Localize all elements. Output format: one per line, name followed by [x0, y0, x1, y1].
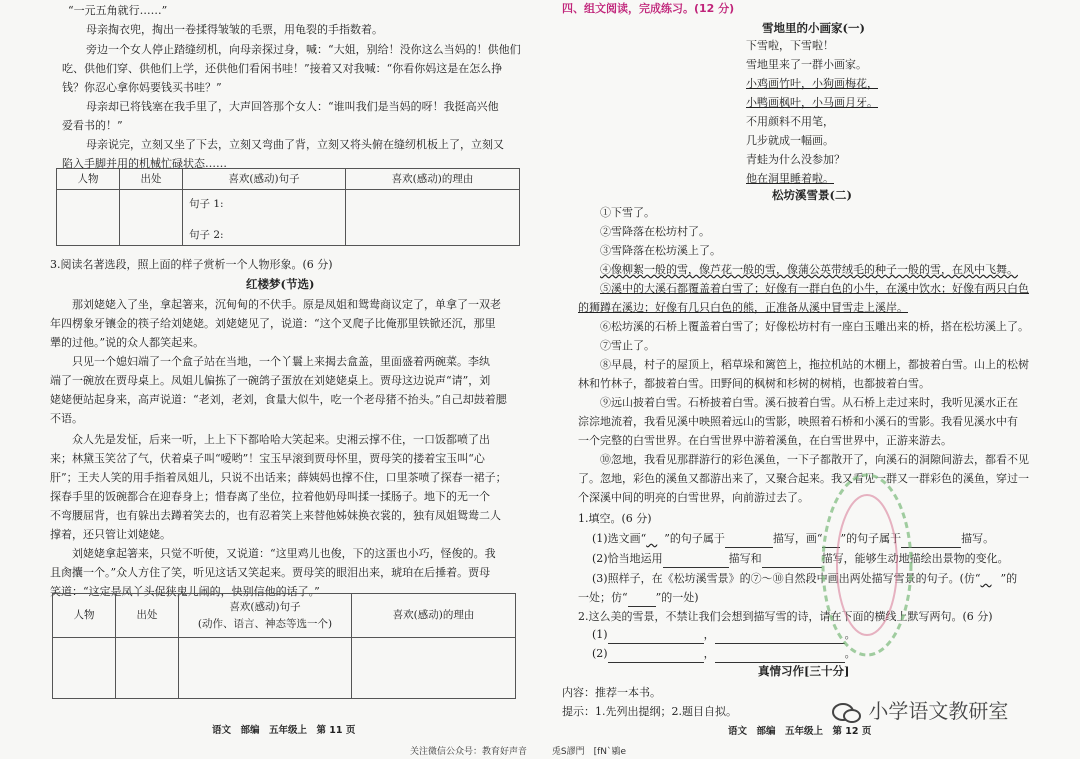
line-number: (1) — [592, 628, 608, 641]
text-line: 个深溪中间的明亮的白雪世界，向前游过去了。 — [578, 491, 809, 504]
table-cell[interactable] — [183, 190, 346, 246]
stamp-decoration — [802, 470, 932, 670]
text-line: ⑧早晨，村子的屋顶上，稻草垛和篱笆上，拖拉机站的木棚上，都披着白雪。山上的松树 — [600, 358, 1029, 371]
table-cell[interactable] — [57, 190, 120, 246]
question-2-line-2: (2) ， 。 — [592, 645, 856, 663]
question-text: 描写和 — [728, 552, 762, 565]
text-line: 来；林黛玉笑岔了气，伏着桌子叫“嗳哟”！宝玉早滚到贾母怀里，贾母笑的搂着宝玉叫“心 — [50, 452, 485, 465]
question-2: 2.这么美的雪景，不禁让我们会想到描写雪的诗，请在下面的横线上默写两句。(6 分) — [578, 610, 993, 623]
question-text: 一处；仿“ — [578, 591, 628, 604]
sentence-label: 句子 2: — [189, 228, 224, 241]
wechat-icon — [832, 701, 862, 725]
text-line: ④像柳絮一般的雪，像芦花一般的雪，像蒲公英带绒毛的种子一般的雪，在风中飞舞。 — [600, 263, 1018, 276]
line-number: (2) — [592, 647, 608, 660]
writing-hint: 提示：1.先列出提纲；2.题目自拟。 — [562, 705, 737, 718]
text-line: 犟的过他。”说的众人都笑起来。 — [50, 336, 205, 349]
answer-blank[interactable] — [725, 530, 773, 548]
poem-title: 雪地里的小画家(一) — [762, 21, 865, 35]
text-line: 撑着，还只管让刘姥姥。 — [50, 528, 171, 541]
text-line: 母亲却已将钱塞在我手里了，大声回答那个女人：“谁叫我们是当妈的呀！我挺高兴他 — [86, 100, 499, 113]
text-line: 陷入手脚并用的机械忙碌状态…… — [62, 157, 227, 170]
text-line: 林和竹林子，都披着白雪。田野间的枫树和杉树的树梢，也都披着白雪。 — [578, 377, 930, 390]
text-line: 刘姥姥拿起箸来，只觉不听使，又说道：“这里鸡儿也俊，下的这蛋也小巧，怪俊的。我 — [72, 547, 496, 560]
table-header: 喜欢(感动)的理由 — [346, 169, 520, 190]
poem-line: 小鸭画枫叶，小马画月牙。 — [746, 96, 878, 109]
analysis-table-1 — [56, 168, 520, 246]
question-1: 1.填空。(6 分) — [578, 512, 652, 525]
table-header: 喜欢(感动)句子 — [229, 601, 301, 614]
poem-line: 青蛙为什么没参加？ — [746, 153, 845, 166]
bottom-note — [410, 744, 626, 757]
text-line: 爱看书的！” — [62, 119, 123, 132]
watermark-text: 小学语文教研室 — [868, 699, 1009, 723]
answer-line[interactable] — [608, 626, 704, 644]
question-1b — [592, 550, 1009, 568]
section-heading: 四、组文阅读，完成练习。(12 分) — [562, 2, 735, 15]
question-text: 描写，画“ — [772, 532, 823, 545]
text-line: ⑤溪中的大溪石都覆盖着白雪了；好像有一群白色的小牛，在溪中饮水；好像有两只白色 — [600, 282, 1029, 295]
question-text: (1)选文画“ — [592, 532, 647, 545]
question-text: 描写。 — [961, 532, 995, 545]
text-line: ③雪降落在松坊溪上了。 — [600, 244, 721, 257]
text-line: 不弯腰屈背，也有躲出去蹲着笑去的，也有忍着笑上来替他姊妹换衣裳的，独有凤姐鸳鸯二人 — [50, 509, 501, 522]
table-cell[interactable] — [179, 638, 352, 699]
text-line: 姥姥便站起身来，高声说道：“老刘，老刘，食量大似牛，吃一个老母猪不抬头。”自己却鼓着腮 — [50, 393, 507, 406]
text-line: ⑥松坊溪的石桥上覆盖着白雪了；好像松坊村有一座白玉雕出来的桥，搭在松坊溪上了。 — [600, 320, 1029, 333]
table-header: 出处 — [116, 594, 179, 638]
passage-title: 红楼梦(节选) — [246, 277, 315, 291]
writing-title: 真情习作[三十分] — [758, 664, 850, 678]
page-footer: 语文 部编 五年级上 第 11 页 — [212, 725, 356, 736]
page-footer: 语文 部编 五年级上 第 12 页 — [728, 726, 872, 737]
question-text: (2)恰当地运用 — [592, 552, 663, 565]
text-line: 端了一碗放在贾母桌上。凤姐儿偏拣了一碗鸽子蛋放在刘姥姥桌上。贾母这边说声“请”，刘 — [50, 374, 491, 387]
poem-line: 雪地里来了一群小画家。 — [746, 58, 867, 71]
text-line: 的狮蹲在溪边；好像有几只白色的熊，正准备从溪中冒雪走上溪岸。 — [578, 301, 908, 314]
question-text: ”的句子属于 — [664, 532, 725, 545]
question-3: 3.阅读名著选段，照上面的样子赏析一个人物形象。(6 分) — [50, 258, 333, 271]
text-line: 一个完整的白雪世界。在白雪世界中游着溪鱼，在白雪世界中，正游来游去。 — [578, 434, 952, 447]
text-line: 母亲掏衣兜，掏出一卷揉得皱皱的毛票，用龟裂的手指数着。 — [86, 23, 383, 36]
text-line: ①下雪了。 — [600, 206, 655, 219]
poem-line: 小鸡画竹叶，小狗画梅花， — [746, 77, 878, 90]
text-line: 旁边一个女人停止踏缝纫机，向母亲探过身，喊：“大姐，别给！没你这么当妈的！供他们 — [86, 43, 521, 56]
text-line: 了。忽地，彩色的溪鱼又都游出来了，又聚合起来。我又看见一群又一群彩色的溪鱼，穿过一 — [578, 472, 1029, 485]
text-line: 众人先是发怔，后来一听，上上下下都哈哈大笑起来。史湘云撑不住，一口饭都喷了出 — [72, 433, 490, 446]
text-line: 只见一个媳妇端了一个盒子站在当地，一个丫鬟上来揭去盒盖，里面盛着两碗菜。李纨 — [72, 355, 490, 368]
text-line: 那刘姥姥入了坐，拿起箸来，沉甸甸的不伏手。原是凤姐和鸳鸯商议定了，单拿了一双老 — [72, 298, 501, 311]
question-text: ”的 — [1000, 572, 1018, 585]
table-cell[interactable] — [352, 638, 516, 699]
question-2-line-1: (1) ， 。 — [592, 626, 856, 644]
table-header: 出处 — [120, 169, 183, 190]
question-text: (3)照样子，在《松坊溪雪景》的⑦～⑩自然段中画出两处描写雪景的句子。(仿“ — [592, 572, 981, 585]
table-header: 人物 — [53, 594, 116, 638]
question-1c-cont — [578, 589, 699, 607]
text-line: “一元五角就行……” — [68, 4, 168, 17]
text-line: ⑦雪止了。 — [600, 339, 655, 352]
table-header: 人物 — [57, 169, 120, 190]
text-line: ②雪降落在松坊村了。 — [600, 225, 710, 238]
text-line: 吃、供他们穿、供他们上学，还供他们看闲书哇！”接着又对我喊：“你看你妈这是在怎么挣 — [62, 62, 503, 75]
watermark — [832, 696, 1008, 727]
answer-blank[interactable] — [663, 550, 729, 568]
bottom-note-text: 兎S謬門 [fN`鶍e — [551, 747, 627, 757]
text-line: 淙淙地流着，我看见溪中映照着远山的雪影，映照着石桥和小溪石的雪影。我看见溪水中有 — [578, 415, 1018, 428]
text-line: ⑨远山披着白雪。石桥披着白雪。溪石披着白雪。从石桥上走过来时，我听见溪水正在 — [600, 396, 1018, 409]
table-header: 喜欢(感动)的理由 — [352, 594, 516, 638]
poem-line: 几步就成一幅画。 — [746, 134, 834, 147]
right-page — [540, 0, 1080, 759]
text-line: 探春手里的饭碗都合在迎春身上；惜春离了坐位，拉着他奶母叫揉一揉肠子。地下的无一个 — [50, 490, 490, 503]
poem-line: 不用颜料不用笔， — [746, 115, 834, 128]
text-line: 年四楞象牙镶金的筷子给刘姥姥。刘姥姥见了，说道：“这个叉爬子比俺那里铁锨还沉，那里 — [50, 317, 496, 330]
answer-blank — [628, 589, 656, 607]
bottom-note-text: 关注微信公众号：教育好声音 — [410, 747, 528, 757]
answer-line[interactable] — [608, 645, 704, 663]
table-cell[interactable] — [53, 638, 116, 699]
text-line: 钱？你忍心拿你妈要钱买书哇？” — [62, 81, 222, 94]
prose-title: 松坊溪雪景(二) — [772, 188, 852, 202]
question-text: ”的一处) — [655, 591, 699, 604]
text-line: 且肏攮一个。”众人方住了笑，听见这话又笑起来。贾母笑的眼泪出来，琥珀在后捶着。贾母 — [50, 566, 491, 579]
table-cell[interactable] — [346, 190, 520, 246]
text-line: 笑道：“这定是凤丫头促狭鬼儿闹的，快别信他的话了。” — [50, 585, 320, 598]
poem-line: 下雪啦，下雪啦！ — [746, 39, 834, 52]
table-cell[interactable] — [116, 638, 179, 699]
text-line: ⑩忽地，我看见那群游行的彩色溪鱼，一下子都散开了，向溪石的洞隙间游去，都看不见 — [600, 453, 1029, 466]
question-text: 描写，能够生动地描绘出景物的变化。 — [821, 552, 1009, 565]
sentence-label: 句子 1: — [189, 198, 224, 211]
table-header-note: (动作、语言、神态等选一个) — [197, 617, 333, 630]
poem-line: 他在洞里睡着啦。 — [746, 172, 834, 185]
text-line: 不语。 — [50, 412, 83, 425]
text-line: 母亲说完，立刻又坐了下去，立刻又弯曲了背，立刻又将头俯在缝纫机板上了，立刻又 — [86, 138, 504, 151]
text-line: 肝”；王夫人笑的用手指着凤姐儿，只说不出话来；薛姨妈也撑不住，口里茶喷了探春一裙子； — [50, 471, 507, 484]
table-header: 喜欢(感动)句子 — [183, 169, 346, 190]
analysis-table-2 — [52, 593, 516, 699]
question-1a — [592, 530, 994, 548]
question-text: ”的句子属于 — [840, 532, 902, 545]
writing-content: 内容：推荐一本书。 — [562, 686, 661, 699]
table-cell[interactable] — [120, 190, 183, 246]
